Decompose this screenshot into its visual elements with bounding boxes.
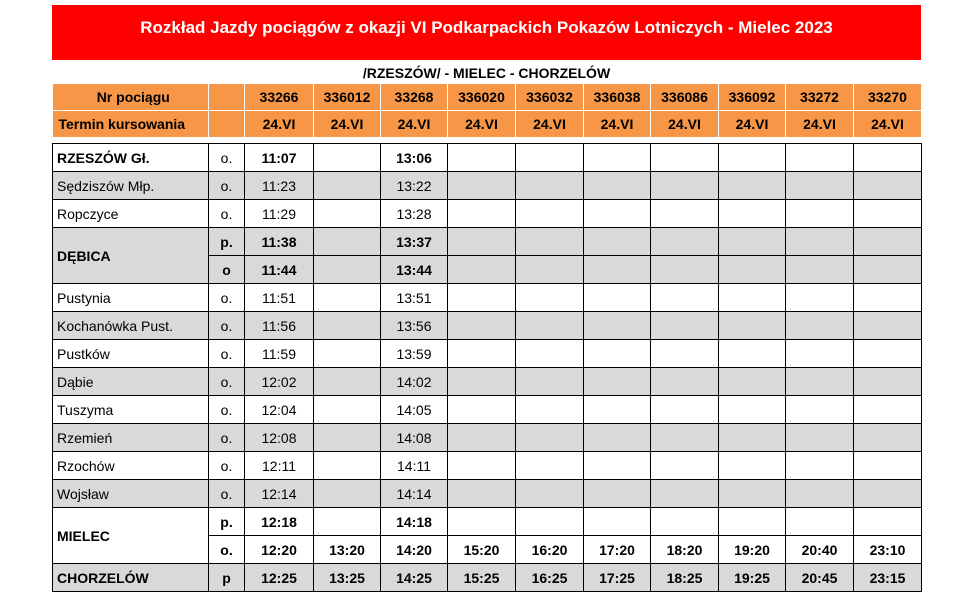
departure-time [448,144,516,172]
departure-time [651,340,719,368]
stop-mark: o. [209,172,245,200]
departure-time: 13:44 [381,256,448,284]
departure-time [651,312,719,340]
departure-time: 12:08 [245,424,314,452]
departure-time: 14:25 [381,564,448,592]
departure-time [719,508,786,536]
departure-time: 11:23 [245,172,314,200]
train-number: 336032 [516,84,584,111]
departure-time: 14:11 [381,452,448,480]
departure-time: 17:25 [584,564,651,592]
table-row [53,452,922,480]
operating-date: 24.VI [719,111,786,138]
table-row [53,200,922,228]
departure-time [651,144,719,172]
stop-mark: p. [209,228,245,256]
station-name: Tuszyma [53,396,209,424]
table-row [53,564,922,592]
table-row [53,312,922,340]
departure-time [584,508,651,536]
departure-time: 11:38 [245,228,314,256]
stop-mark: o. [209,480,245,508]
departure-time [651,256,719,284]
table-row [53,144,922,172]
departure-time [854,144,922,172]
operating-date: 24.VI [448,111,516,138]
departure-time: 14:05 [381,396,448,424]
departure-time [651,452,719,480]
departure-time [854,200,922,228]
departure-time [786,228,854,256]
route-heading: /RZESZÓW/ - MIELEC - CHORZELÓW [362,65,611,81]
departure-time [584,256,651,284]
departure-time [314,480,381,508]
departure-time [719,144,786,172]
train-number: 33272 [786,84,854,111]
departure-time [651,368,719,396]
departure-time [314,172,381,200]
departure-time [448,424,516,452]
train-number: 336012 [314,84,381,111]
departure-time [516,508,584,536]
departure-time [516,368,584,396]
header-mark-cell [209,84,245,111]
table-row [53,228,922,256]
departure-time [448,172,516,200]
departure-time [584,200,651,228]
table-row [53,368,922,396]
departure-time: 14:02 [381,368,448,396]
departure-time: 20:45 [786,564,854,592]
departure-time [516,480,584,508]
departure-time [584,312,651,340]
departure-time: 13:56 [381,312,448,340]
departure-time [448,312,516,340]
departure-time [448,340,516,368]
departure-time [719,424,786,452]
departure-time: 13:51 [381,284,448,312]
departure-time [719,452,786,480]
departure-time: 11:51 [245,284,314,312]
departure-time [719,312,786,340]
departure-time [854,312,922,340]
departure-time [854,284,922,312]
departure-time: 12:14 [245,480,314,508]
departure-time: 16:25 [516,564,584,592]
departure-time [584,144,651,172]
departure-time: 15:20 [448,536,516,564]
departure-time [516,312,584,340]
header-mark-cell [209,111,245,138]
departure-time: 18:20 [651,536,719,564]
departure-time [651,480,719,508]
departure-time [719,368,786,396]
departure-time [786,424,854,452]
departure-time [314,452,381,480]
departure-time [786,144,854,172]
train-number: 336092 [719,84,786,111]
departure-time: 13:22 [381,172,448,200]
operating-date: 24.VI [584,111,651,138]
departure-time: 13:20 [314,536,381,564]
departure-time [786,452,854,480]
departure-time [314,424,381,452]
departure-time [786,284,854,312]
departure-time [854,228,922,256]
departure-time: 17:20 [584,536,651,564]
departure-time: 14:08 [381,424,448,452]
departure-time [854,340,922,368]
departure-time [448,480,516,508]
departure-time: 23:10 [854,536,922,564]
departure-time [584,172,651,200]
departure-time [786,368,854,396]
departure-time [448,368,516,396]
departure-time [584,340,651,368]
departure-time [651,200,719,228]
departure-time [584,368,651,396]
departure-time [448,452,516,480]
departure-time: 11:59 [245,340,314,368]
departure-time: 12:20 [245,536,314,564]
departure-time [584,396,651,424]
departure-time: 15:25 [448,564,516,592]
departure-time [854,480,922,508]
departure-time [516,424,584,452]
operating-date: 24.VI [786,111,854,138]
train-number: 336020 [448,84,516,111]
table-row [53,480,922,508]
departure-time [314,228,381,256]
departure-time [786,256,854,284]
departure-time [854,368,922,396]
departure-time: 11:07 [245,144,314,172]
header-row-trains [53,84,922,111]
stop-mark: o. [209,200,245,228]
station-name: Pustynia [53,284,209,312]
departure-time [516,284,584,312]
table-row [53,172,922,200]
departure-time [719,480,786,508]
operating-date: 24.VI [516,111,584,138]
departure-time [314,340,381,368]
stop-mark: o. [209,368,245,396]
departure-time [516,172,584,200]
departure-time: 19:25 [719,564,786,592]
departure-time: 12:18 [245,508,314,536]
departure-time: 13:06 [381,144,448,172]
table-row [53,340,922,368]
departure-time [516,396,584,424]
station-name: CHORZELÓW [53,564,209,592]
departure-time [651,284,719,312]
departure-time [651,228,719,256]
departure-time: 14:14 [381,480,448,508]
departure-time [854,256,922,284]
departure-time: 11:56 [245,312,314,340]
departure-time [448,508,516,536]
departure-time: 16:20 [516,536,584,564]
departure-time [786,480,854,508]
train-number: 33266 [245,84,314,111]
station-name: Wojsław [53,480,209,508]
stop-mark: o [209,256,245,284]
departure-time [651,424,719,452]
departure-time: 12:25 [245,564,314,592]
departure-time [854,508,922,536]
departure-time [651,396,719,424]
departure-time [516,256,584,284]
stop-mark: o. [209,452,245,480]
operating-date: 24.VI [854,111,922,138]
station-name: Rzemień [53,424,209,452]
departure-time [786,172,854,200]
departure-time [584,228,651,256]
departure-time: 12:11 [245,452,314,480]
departure-time [584,284,651,312]
departure-time [314,508,381,536]
stop-mark: o. [209,284,245,312]
departure-time [719,200,786,228]
departure-time [786,200,854,228]
departure-time: 12:04 [245,396,314,424]
departure-time [719,396,786,424]
departure-time [448,228,516,256]
departure-time: 19:20 [719,536,786,564]
departure-time [651,508,719,536]
departure-time [314,144,381,172]
departure-time [854,452,922,480]
departure-time: 12:02 [245,368,314,396]
stop-mark: o. [209,396,245,424]
table-row [53,424,922,452]
station-name: Ropczyce [53,200,209,228]
departure-time: 11:44 [245,256,314,284]
operating-date-label: Termin kursowania [53,111,209,138]
departure-time [786,508,854,536]
station-name: Pustków [53,340,209,368]
departure-time [448,284,516,312]
header-row-dates [53,111,922,138]
departure-time [854,172,922,200]
stop-mark: p [209,564,245,592]
station-name: Rzochów [53,452,209,480]
operating-date: 24.VI [314,111,381,138]
stop-mark: p. [209,508,245,536]
table-row [53,396,922,424]
departure-time [584,480,651,508]
departure-time [516,452,584,480]
departure-time [314,312,381,340]
departure-time [314,256,381,284]
station-name: DĘBICA [53,228,209,284]
departure-time: 13:59 [381,340,448,368]
stop-mark: o. [209,340,245,368]
departure-time [719,172,786,200]
timetable [52,84,922,592]
departure-time [651,172,719,200]
departure-time [719,284,786,312]
stop-mark: o. [209,424,245,452]
departure-time: 18:25 [651,564,719,592]
departure-time [719,228,786,256]
departure-time [516,228,584,256]
stop-mark: o. [209,144,245,172]
departure-time: 14:18 [381,508,448,536]
train-number: 336086 [651,84,719,111]
departure-time: 11:29 [245,200,314,228]
station-name: MIELEC [53,508,209,564]
departure-time [314,200,381,228]
departure-time [314,396,381,424]
train-number: 336038 [584,84,651,111]
timetable-title: Rozkład Jazdy pociągów z okazji VI Podkarpackich Pokazów Lotniczych - Mielec 2023 [52,5,921,60]
table-row [53,284,922,312]
departure-time [786,340,854,368]
departure-time [516,144,584,172]
departure-time [786,396,854,424]
station-name: Sędziszów Młp. [53,172,209,200]
departure-time: 20:40 [786,536,854,564]
train-number-label: Nr pociągu [53,84,209,111]
station-name: RZESZÓW Gł. [53,144,209,172]
departure-time [448,200,516,228]
table-row [53,508,922,536]
departure-time [786,312,854,340]
departure-time [719,256,786,284]
departure-time [516,200,584,228]
train-number: 33268 [381,84,448,111]
stop-mark: o. [209,536,245,564]
departure-time: 13:28 [381,200,448,228]
operating-date: 24.VI [651,111,719,138]
departure-time: 13:37 [381,228,448,256]
station-name: Dąbie [53,368,209,396]
departure-time [584,424,651,452]
departure-time [719,340,786,368]
departure-time: 14:20 [381,536,448,564]
departure-time: 23:15 [854,564,922,592]
departure-time: 13:25 [314,564,381,592]
operating-date: 24.VI [381,111,448,138]
departure-time [448,396,516,424]
operating-date: 24.VI [245,111,314,138]
departure-time [448,256,516,284]
departure-time [854,424,922,452]
departure-time [584,452,651,480]
departure-time [854,396,922,424]
train-number: 33270 [854,84,922,111]
departure-time [314,368,381,396]
departure-time [314,284,381,312]
stop-mark: o. [209,312,245,340]
departure-time [516,340,584,368]
station-name: Kochanówka Pust. [53,312,209,340]
